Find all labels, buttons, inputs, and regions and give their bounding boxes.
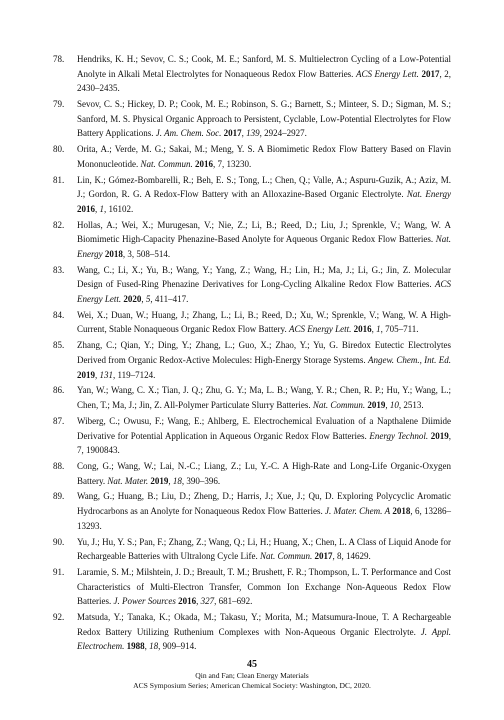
reference-number: 84. [53, 309, 65, 320]
reference-segment: , 6, 13286–13293. [77, 506, 452, 531]
reference-number: 88. [53, 461, 65, 471]
reference-year: 2019 [367, 400, 386, 411]
reference-italic: J. Appl. Electrochem. [77, 626, 451, 652]
reference-segment: , 16102. [104, 203, 134, 214]
reference-number: 87. [53, 415, 65, 426]
reference-segment: , 7, 13230. [213, 158, 252, 169]
reference-segment: , [95, 203, 100, 214]
reference-entry [53, 97, 451, 141]
reference-entry [53, 308, 451, 337]
reference-segment: , 681–692. [214, 596, 253, 607]
reference-year: 2016 [77, 203, 95, 214]
reference-entry [53, 459, 451, 488]
reference-segment: , [371, 324, 377, 335]
reference-number: 80. [53, 144, 65, 155]
reference-italic: Energy Technol. [369, 430, 429, 441]
reference-year: 2019 [430, 430, 449, 441]
reference-entry [53, 218, 451, 262]
reference-segment: Wiberg, C.; Owusu, F.; Wang, E.; Ahlberg, E. Electrochemical Evaluation of a Napthalene Diimide Derivative for Potential Application in Aqueous Organic Redox Flow Batteries. [77, 415, 451, 441]
reference-segment: , 8, 14629. [332, 551, 371, 562]
reference-segment: Orita, A.; Verde, M. G.; Sakai, M.; Meng, Y. S. A Biomimetic Redox Flow Battery Based on Flavin Mononucleotide. [77, 144, 451, 169]
reference-year: 2019 [77, 369, 95, 380]
reference-italic: 139 [246, 128, 260, 139]
reference-entry [53, 52, 451, 96]
reference-segment: Laramie, S. M.; Milshtein, J. D.; Breault, T. M.; Brushett, F. R.; Thompson, L. T. Performance and Cost Characteristics of Multi-Electron Transfer, Common Ion Exchange Non-Aqueous Redox Flow Batteries. [77, 567, 451, 607]
reference-year: 2017 [314, 551, 333, 562]
reference-year: 2016 [195, 158, 214, 169]
reference-segment: Cong, G.; Wang, W.; Lai, N.-C.; Liang, Z.; Lu, Y.-C. A High-Rate and Long-Life Organic-Oxygen Battery. [77, 461, 451, 486]
reference-italic: ACS Energy Lett. [288, 324, 352, 335]
reference-italic: 1 [99, 203, 104, 214]
reference-italic: J. Am. Chem. Soc. [155, 128, 222, 139]
reference-segment: Matsuda, Y.; Tanaka, K.; Okada, M.; Takasu, Y.; Morita, M.; Matsumura-Inoue, T. A Rechargeable Redox Battery Utilizing Ruthenium Complexes with Non-Aqueous Organic Electrolyte. [77, 612, 451, 637]
reference-text [77, 142, 451, 171]
reference-segment: , [385, 400, 390, 411]
reference-number: 81. [53, 174, 65, 185]
reference-number: 82. [53, 219, 65, 230]
reference-number: 92. [53, 612, 65, 623]
reference-italic: Nat. Commun. [260, 551, 313, 562]
reference-year: 2017 [223, 128, 242, 139]
reference-text [77, 565, 451, 609]
reference-year: 2017 [421, 68, 440, 79]
reference-segment: , 705–711. [380, 324, 419, 335]
reference-text [77, 459, 451, 488]
reference-segment: , [95, 369, 100, 380]
reference-text [77, 338, 451, 382]
reference-italic: Nat. Energy [77, 234, 451, 259]
reference-segment: Wang, G.; Huang, B.; Liu, D.; Zheng, D.; Harris, J.; Xue, J.; Qu, D. Exploring Polycyclic Aromatic Hydrocarbons as an Anolyte for Nonaqueous Redox Flow Batteries. [77, 491, 451, 517]
reference-entry [53, 565, 451, 609]
reference-italic: 131 [99, 369, 113, 380]
reference-italic: ACS Energy Lett. [355, 68, 419, 79]
reference-number: 85. [53, 340, 65, 351]
reference-segment: , 119–7124. [113, 369, 156, 380]
reference-segment: Hendriks, K. H.; Sevov, C. S.; Cook, M. E.; Sanford, M. S. Multielectron Cycling of a Low-Potential Anolyte in Alkali Metal Electrolytes for Nonaqueous Redox Flow Batteries. [77, 54, 451, 79]
reference-segment: Wei, X.; Duan, W.; Huang, J.; Zhang, L.; Li, B.; Reed, D.; Xu, W.; Sprenkle, V.; Wang, W. A High-Current, Stable Nonaqueous Organic Redox Flow Battery. [77, 309, 451, 335]
reference-year: 2018 [104, 248, 123, 259]
reference-text [77, 414, 451, 458]
reference-year: 1988 [126, 641, 145, 652]
reference-year: 2018 [392, 506, 411, 517]
reference-entry [53, 489, 451, 533]
reference-italic: 5 [145, 293, 151, 304]
reference-text [77, 308, 451, 337]
reference-segment: Yu, J.; Hu, Y. S.; Pan, F.; Zhang, Z.; Wang, Q.; Li, H.; Huang, X.; Chen, L. A Class of Liquid Anode for Rechargeable Batteries with Ultralong Cycle Life. [77, 536, 451, 562]
reference-segment: , 909–914. [158, 641, 197, 652]
reference-text [77, 263, 451, 307]
reference-italic: 18 [172, 475, 182, 486]
reference-text [77, 97, 451, 141]
reference-segment: Hollas, A.; Wei, X.; Murugesan, V.; Nie, Z.; Li, B.; Reed, D.; Liu, J.; Sprenkle, V.; Wang, W. A Biomimetic High-Capacity Phenazine-Based Anolyte for Aqueous Organic Redox Flow Batteries. [77, 219, 451, 245]
reference-italic: Nat. Commun. [312, 400, 366, 411]
reference-segment: , 2, 2430–2435. [77, 68, 451, 94]
reference-text [77, 52, 451, 96]
reference-entry [53, 414, 451, 458]
reference-number: 79. [53, 99, 65, 110]
reference-segment: , 3, 508–514. [122, 248, 171, 259]
reference-segment: , 390–396. [181, 475, 221, 486]
reference-number: 83. [53, 264, 65, 275]
reference-italic: Nat. Mater. [107, 475, 149, 486]
reference-entry [53, 338, 451, 382]
reference-italic: 18 [149, 641, 159, 652]
reference-segment: , 7, 1900843. [77, 430, 451, 456]
reference-segment: , 411–417. [150, 293, 189, 304]
reference-text [77, 383, 451, 412]
reference-segment: Yan, W.; Wang, C. X.; Tian, J. Q.; Zhu, G. Y.; Ma, L. B.; Wang, Y. R.; Chen, R. P.; Hu, Y.; Wang, L.; Chen, T.; Ma, J.; Jin, Z. All-Polymer Particulate Slurry Batteries. [77, 385, 451, 411]
reference-list [53, 52, 451, 655]
reference-entry [53, 142, 451, 171]
reference-entry [53, 535, 451, 564]
reference-year: 2019 [150, 475, 169, 486]
footer-series-info: ACS Symposium Series; American Chemical Society: Washington, DC, 2020. [133, 680, 371, 690]
reference-year: 2016 [178, 596, 197, 607]
footer-book-title: Qin and Fan; Clean Energy Materials [195, 671, 309, 681]
reference-number: 78. [53, 54, 65, 64]
reference-text [77, 489, 451, 533]
reference-italic: Nat. Energy [406, 189, 451, 200]
reference-segment: , [196, 596, 201, 607]
reference-segment: , [168, 475, 173, 486]
reference-text [77, 173, 451, 217]
reference-segment: Zhang, C.; Qian, Y.; Ding, Y.; Zhang, L.; Guo, X.; Zhao, Y.; Yu, G. Biredox Eutectic Electrolytes Derived from Organic Redox-Active Molecules: High-Energy Storage Systems. [77, 340, 451, 365]
reference-year: 2020 [123, 293, 142, 304]
reference-segment: , [144, 641, 150, 652]
reference-italic: 327 [200, 596, 215, 607]
reference-entry [53, 610, 451, 654]
reference-segment: Lin, K.; Gómez-Bombarelli, R.; Beh, E. S.; Tong, L.; Chen, Q.; Valle, A.; Aspuru-Guzik, A.; Aziz, M. J.; Gordon, R. G. A Redox-Flow Battery with an Alloxazine-Based Organic Electrolyte. [77, 174, 451, 200]
reference-number: 90. [53, 536, 65, 547]
reference-year: 2016 [353, 324, 372, 335]
reference-number: 86. [53, 385, 65, 396]
reference-segment: , 2924–2927. [259, 128, 307, 139]
reference-italic: J. Power Sources [113, 596, 176, 607]
page-number: 45 [247, 659, 257, 670]
reference-segment: Wang, C.; Li, X.; Yu, B.; Wang, Y.; Yang, Z.; Wang, H.; Lin, H.; Ma, J.; Li, G.; Jin, Z. Molecular Design of Fused-Ring Phenazine Derivatives for Long-Cycling Alkaline Redox Flow Batteries. [77, 264, 451, 290]
reference-segment: Sevov, C. S.; Hickey, D. P.; Cook, M. E.; Robinson, S. G.; Barnett, S.; Minteer, S. D.; Sigman, M. S.; Sanford, M. S. Physical Organic Approach to Persistent, Cyclable, Low-Potential Electrolytes for Flow Battery Applications. [77, 99, 451, 139]
reference-segment: , 2513. [398, 400, 424, 411]
reference-number: 91. [53, 567, 65, 578]
reference-text [77, 610, 451, 654]
reference-segment: , [241, 128, 247, 139]
reference-entry [53, 173, 451, 217]
page-footer [0, 660, 504, 690]
reference-italic: 1 [376, 324, 381, 335]
reference-entry [53, 263, 451, 307]
reference-text [77, 218, 451, 262]
reference-italic: Nat. Commun. [140, 158, 193, 169]
reference-italic: 10 [389, 400, 399, 411]
reference-text [77, 535, 451, 564]
reference-entry [53, 383, 451, 412]
reference-italic: ACS Energy Lett. [77, 279, 451, 304]
reference-italic: J. Mater. Chem. A [325, 506, 391, 517]
reference-segment: , [141, 293, 146, 304]
reference-number: 89. [53, 491, 65, 502]
reference-italic: Angew. Chem., Int. Ed. [367, 354, 451, 365]
